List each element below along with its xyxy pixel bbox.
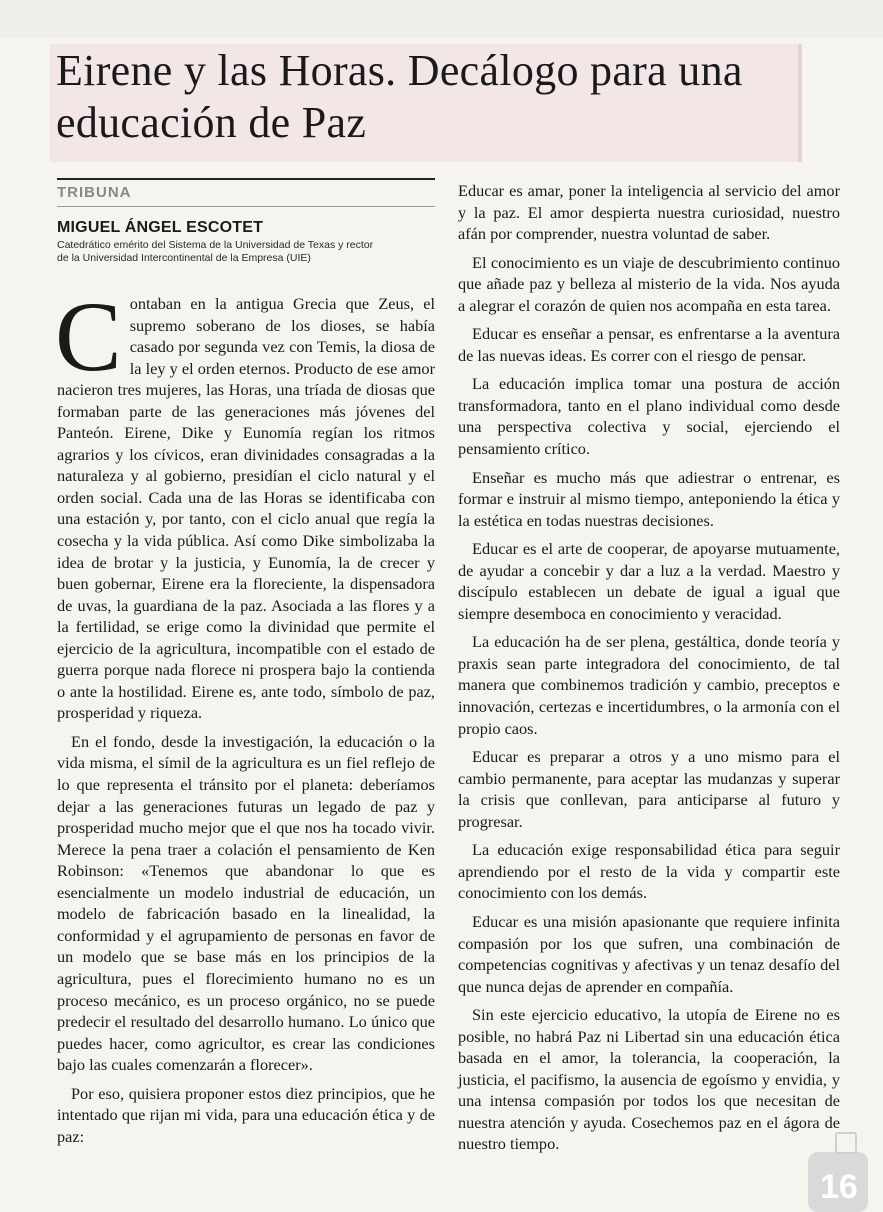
paragraph-3: Por eso, quisiera proponer estos diez principios, que he intentado que rijan mi vida, para una educación ética y de paz:: [57, 1083, 435, 1146]
conclusion-paragraph: Sin este ejercicio educativo, la utopía de Eirene no es posible, no habrá Paz ni Libertad sin una educación ética basada en el amor, la tolerancia, la cooperación, la justicia, el pacifismo, la ausencia de egoísmo y envidia, y una intensa compasión por todos los que necesitan de nuestra atención y ayuda. Cosechemos paz en el ágora de nuestro tiempo.: [458, 1005, 840, 1154]
principle-7: La educación ha de ser plena, gestáltica, donde teoría y praxis sean parte integradora del conocimiento, de tal manera que combinemos tradición y cambio, preceptos e innovación, certezas e incertidumbres, o la armonía con el propio caos.: [458, 632, 840, 738]
principle-5: Enseñar es mucho más que adiestrar o entrenar, es formar e instruir al mismo tiempo, anteponiendo la ética y la estética en todas nuestras decisiones.: [458, 467, 840, 530]
dropcap: C: [55, 281, 122, 392]
paragraph-1: [55, 281, 435, 724]
principle-3: Educar es enseñar a pensar, es enfrentarse a la aventura de las nuevas ideas. Es correr con el riesgo de pensar.: [458, 324, 840, 365]
principle-2: El conocimiento es un viaje de descubrimiento continuo que añade paz y belleza al misterio de la vida. Nos ayuda a alegrar el corazón de quien nos acompaña en esta tarea.: [458, 252, 840, 315]
principle-10: Educar es una misión apasionante que requiere infinita compasión por los que sufren, una combinación de competencias cognitivas y afectivas y un tenaz desafío del que nunca dejas de aprender en compañía.: [458, 911, 840, 996]
left-column: [57, 178, 435, 1147]
share-icon[interactable]: [835, 1132, 857, 1154]
section-rule-bottom: [57, 206, 435, 207]
paragraph-1-text: ontaban en la antigua Grecia que Zeus, el supremo soberano de los dioses, se había casado por segunda vez con Temis, la diosa de la ley y el orden eternos. Producto de ese amor nacieron tres mujeres, las Horas, una tríada de diosas que formaban parte de las generaciones más jóvenes del Panteón. Eirene, Dike y Eunomía regían los ritmos agrarios y los cívicos, eran divinidades consagradas a la naturaleza y al gobierno, presidían el ciclo natural y el orden social. Cada una de las Horas se identificaba con una estación y, por tanto, con el ciclo anual que regía la cosecha y la vida pública. Así como Dike simbolizaba la idea de brotar y la justicia, y Eunomía, la de crecer y buen gobernar, Eirene era la floreciente, la dispensadora de uvas, la guardiana de la paz. Asociada a las flores y a la fertilidad, se erige como la divinidad que permite el ejercicio de la agricultura, incompatible con el estado de guerra porque nada florece ni prospera bajo la contienda o ante la hostilidad. Eirene es, ante todo, símbolo de paz, prosperidad y riqueza.: [57, 294, 435, 723]
left-body: [55, 281, 435, 1147]
page-number: 16: [820, 1168, 858, 1206]
section-label: TRIBUNA: [57, 184, 132, 201]
author-bio: Catedrático emérito del Sistema de la Universidad de Texas y rector de la Universidad Intercontinental de la Empresa (UIE): [57, 239, 374, 264]
principle-9: La educación exige responsabilidad ética para seguir aprendiendo por el resto de la vida y compartir este conocimiento con los demás.: [458, 840, 840, 903]
principle-1: Educar es amar, poner la inteligencia al servicio del amor y la paz. El amor despierta nuestra curiosidad, nuestro afán por comprender, nuestra voluntad de saber.: [458, 181, 840, 244]
author-name: MIGUEL ÁNGEL ESCOTET: [57, 219, 264, 236]
section-rule-top: [57, 178, 435, 180]
headline: Eirene y las Horas. Decálogo para una educación de Paz: [56, 46, 743, 147]
principle-8: Educar es preparar a otros y a uno mismo para el cambio permanente, para aceptar las mudanzas y superar la crisis que conllevan, para anticiparse al futuro y progresar.: [458, 747, 840, 831]
top-strip: [0, 0, 883, 38]
right-column: [458, 180, 840, 1155]
principle-4: La educación implica tomar una postura de acción transformadora, tanto en el plano individual como desde una perspectiva colectiva y social, ejerciendo el pensamiento crítico.: [458, 374, 840, 459]
principle-6: Educar es el arte de cooperar, de apoyarse mutuamente, de ayudar a concebir y dar a luz a la verdad. Maestro y discípulo establecen un debate de igual a igual que siempre desemboca en conocimiento y veracidad.: [458, 539, 840, 623]
paragraph-2: En el fondo, desde la investigación, la educación o la vida misma, el símil de la agricultura es un fiel reflejo de lo que representa el tránsito por el planeta: deberíamos dejar a las generaciones futuras un legado de paz y prosperidad mucho mejor que el que nos ha tocado vivir. Merece la pena traer a colación el pensamiento de Ken Robinson: «Tenemos que abandonar lo que es esencialmente un modelo industrial de educación, un modelo de fabricación basado en la linealidad, la conformidad y el agrupamiento de personas en favor de un modelo que se base más en los principios de la agricultura, pues el florecimiento humano no es un proceso mecánico, es un proceso orgánico, no se puede predecir el resultado del desarrollo humano. Lo único que puedes hacer, como agricultor, es crear las condiciones bajo las cuales comenzarán a florecer».: [57, 731, 435, 1075]
